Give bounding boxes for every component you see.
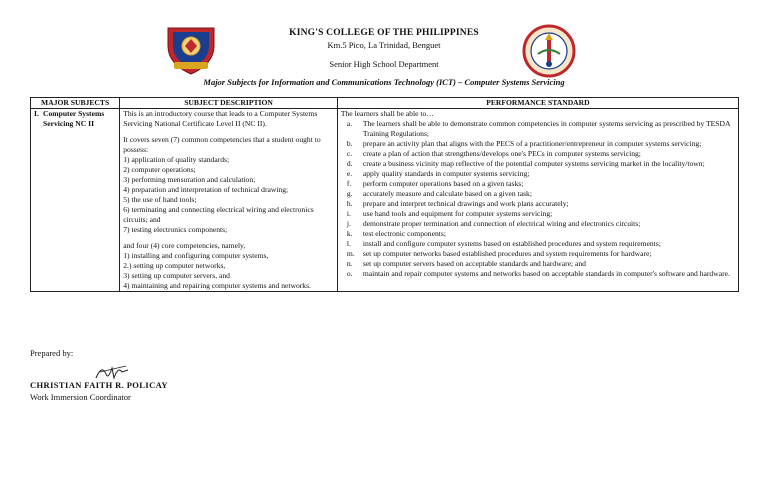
core-intro: and four (4) core competencies, namely, (123, 241, 246, 250)
document-header (0, 28, 768, 87)
common-competency-item: 2) computer operations; (123, 165, 196, 174)
department-name: Senior High School Department (329, 59, 439, 69)
performance-list (341, 119, 735, 279)
subject-number: I. (34, 109, 39, 118)
list-item: j. demonstrate proper termination and connection of electrical wiring and electronics circuits; (346, 219, 641, 228)
description-intro: This is an introductory course that leads to a Computer Systems Servicing National Certificate Level II (NC II). (123, 109, 318, 128)
list-item: n. set up computer servers based on acceptable standards and hardware; and (346, 259, 586, 268)
table-header-row (31, 98, 739, 109)
list-item: k. test electronic components; (346, 229, 446, 238)
prepared-by-label: Prepared by: (30, 348, 74, 358)
list-item: c. create a plan of action that strengthens/develops one's PECs in computer systems servicing; (346, 149, 641, 158)
signatory-role: Work Immersion Coordinator (30, 392, 131, 402)
list-item: h. prepare and interpret technical drawings and work plans accurately; (346, 199, 569, 208)
list-item: g. accurately measure and calculate based on a given task; (346, 189, 532, 198)
description-cell (120, 109, 338, 292)
description-covers: It covers seven (7) common competencies that a student ought to possess: (123, 135, 321, 154)
common-competency-item: 7) testing electronics components; (123, 225, 228, 234)
list-item: m. set up computer networks based established procedures and system requirements for hardware; (346, 249, 652, 258)
column-header-major-subjects: MAJOR SUBJECTS (31, 98, 120, 109)
list-item: e. apply quality standards in computer systems servicing; (346, 169, 530, 178)
common-competency-item: 4) preparation and interpretation of technical drawing; (123, 185, 289, 194)
core-competency-item: 4) maintaining and repairing computer systems and networks. (123, 281, 311, 290)
subject-cell (31, 109, 120, 292)
list-item: o. maintain and repair computer systems and networks based on acceptable standards in computer's software and hardware. (346, 269, 730, 278)
list-item: a. The learners shall be able to demonstrate common competencies in computer systems servicing as prescribed by TESDA Training Regulations; (346, 119, 731, 138)
core-competency-item: 2.) setting up computer networks, (123, 261, 226, 270)
common-competency-item: 6) terminating and connecting electrical wiring and electronics circuits; and (123, 205, 314, 224)
list-item: b. prepare an activity plan that aligns with the PECS of a practitioner/entrepreneur in computer systems servicing; (346, 139, 702, 148)
school-address: Km.5 Pico, La Trinidad, Benguet (327, 40, 441, 50)
common-competency-item: 5) the use of hand tools; (123, 195, 197, 204)
document-subtitle: Major Subjects for Information and Communications Technology (ICT) – Computer Systems Servicing (203, 77, 565, 87)
core-competency-item: 1) installing and configuring computer systems, (123, 251, 269, 260)
performance-cell (337, 109, 738, 292)
subject-name: Computer Systems Servicing NC II (42, 109, 105, 128)
table-row (31, 109, 739, 292)
column-header-subject-description: SUBJECT DESCRIPTION (120, 98, 338, 109)
list-item: l. install and configure computer systems based on established procedures and system requirements; (346, 239, 661, 248)
list-item: f. perform computer operations based on a given tasks; (346, 179, 524, 188)
list-item: d. create a business vicinity map reflective of the potential computer systems servicing market in the locality/town; (346, 159, 705, 168)
common-competency-item: 1) application of quality standards; (123, 155, 230, 164)
school-name: KING'S COLLEGE OF THE PHILIPPINES (289, 28, 479, 38)
signatory-name: CHRISTIAN FAITH R. POLICAY (30, 380, 168, 390)
column-header-performance-standard: PERFORMANCE STANDARD (337, 98, 738, 109)
curriculum-table (30, 97, 739, 292)
core-competency-item: 3) setting up computer servers, and (123, 271, 230, 280)
list-item: i. use hand tools and equipment for computer systems servicing; (346, 209, 553, 218)
performance-intro: The learners shall be able to… (340, 109, 434, 118)
common-competency-item: 3) performing mensuration and calculation; (123, 175, 256, 184)
